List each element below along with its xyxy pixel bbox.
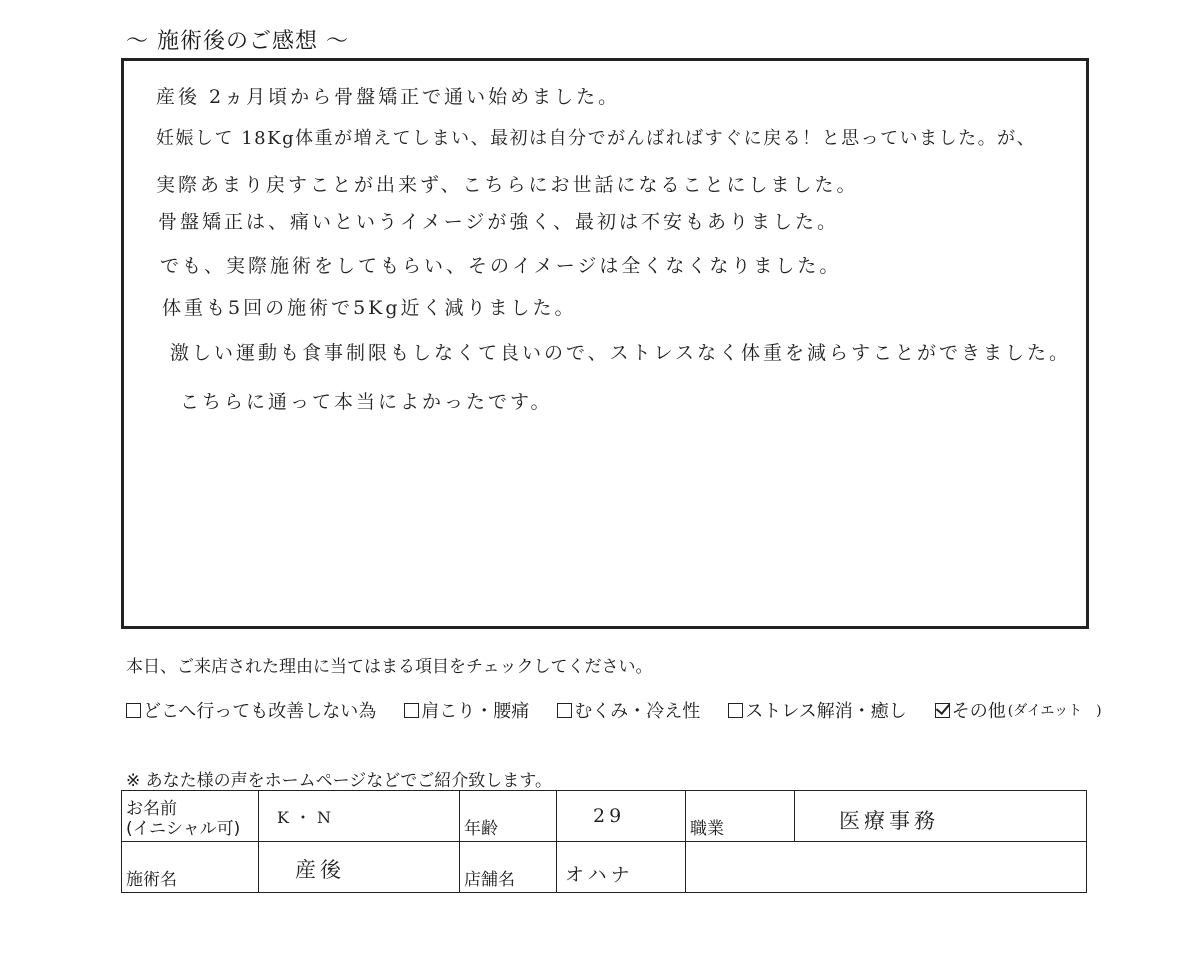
reason-detail: (ダイエット ) bbox=[1007, 703, 1102, 719]
checkbox[interactable] bbox=[404, 703, 419, 718]
job-label-cell bbox=[686, 791, 795, 842]
comment-line: 妊娠して 18Kg体重が増えてしまい、最初は自分でがんばればすぐに戻る！と思っていました。が、 bbox=[156, 128, 1037, 149]
treatment-value: 産後 bbox=[295, 858, 345, 882]
name-value-cell bbox=[259, 791, 460, 842]
age-label: 年齢 bbox=[464, 819, 498, 839]
job-label: 職業 bbox=[690, 819, 724, 839]
store-label: 店舗名 bbox=[464, 870, 515, 890]
reason-label: ストレス解消・癒し bbox=[745, 701, 907, 722]
treatment-value-cell bbox=[259, 842, 460, 893]
reason-label: どこへ行っても改善しない為 bbox=[143, 701, 377, 722]
reason-item[interactable] bbox=[557, 697, 700, 723]
question-text: 本日、ご来店された理由に当てはまる項目をチェックしてください。 bbox=[126, 657, 653, 677]
comment-line: 骨盤矯正は、痛いというイメージが強く、最初は不安もありました。 bbox=[158, 211, 840, 233]
info-table bbox=[121, 790, 1087, 893]
checkbox[interactable] bbox=[557, 703, 572, 718]
reason-item[interactable] bbox=[728, 697, 906, 723]
name-value: K・N bbox=[277, 808, 337, 827]
checkbox[interactable] bbox=[728, 703, 743, 718]
comment-line: 産後 2ヵ月頃から骨盤矯正で通い始めました。 bbox=[156, 86, 621, 108]
job-value: 医療事務 bbox=[839, 809, 939, 833]
publication-note: ※ あなた様の声をホームページなどでご紹介致します。 bbox=[126, 771, 552, 791]
reason-label: その他 bbox=[951, 701, 1006, 722]
name-label: お名前 (イニシャル可) bbox=[126, 799, 241, 839]
reason-item[interactable] bbox=[935, 697, 1102, 723]
store-value: オハナ bbox=[565, 864, 634, 886]
comment-line: でも、実際施術をしてもらい、そのイメージは全くなくなりました。 bbox=[160, 255, 842, 277]
checkbox[interactable] bbox=[126, 703, 141, 718]
age-value: 29 bbox=[593, 805, 626, 827]
comment-line: こちらに通って本当によかったです。 bbox=[180, 391, 553, 413]
age-value-cell bbox=[557, 791, 686, 842]
reason-label: 肩こり・腰痛 bbox=[421, 701, 530, 722]
page-title: ～ 施術後のご感想 ～ bbox=[126, 29, 349, 54]
treatment-label: 施術名 bbox=[126, 870, 177, 890]
reason-item[interactable] bbox=[404, 697, 529, 723]
age-label-cell bbox=[460, 791, 557, 842]
comment-line: 実際あまり戻すことが出来ず、こちらにお世話になることにしました。 bbox=[156, 174, 859, 196]
reason-label: むくみ・冷え性 bbox=[574, 701, 701, 722]
empty-cell bbox=[686, 842, 1087, 893]
job-value-cell bbox=[795, 791, 1087, 842]
reason-item[interactable] bbox=[126, 697, 376, 723]
name-label-cell bbox=[122, 791, 259, 842]
reason-checklist bbox=[126, 697, 1102, 723]
comment-line: 激しい運動も食事制限もしなくて良いので、ストレスなく体重を減らすことができました。 bbox=[170, 342, 1072, 364]
comment-line: 体重も5回の施術で5Kg近く減りました。 bbox=[162, 297, 577, 319]
store-label-cell bbox=[460, 842, 557, 893]
store-value-cell bbox=[557, 842, 686, 893]
treatment-label-cell bbox=[122, 842, 259, 893]
checkbox-checked[interactable] bbox=[935, 703, 950, 718]
